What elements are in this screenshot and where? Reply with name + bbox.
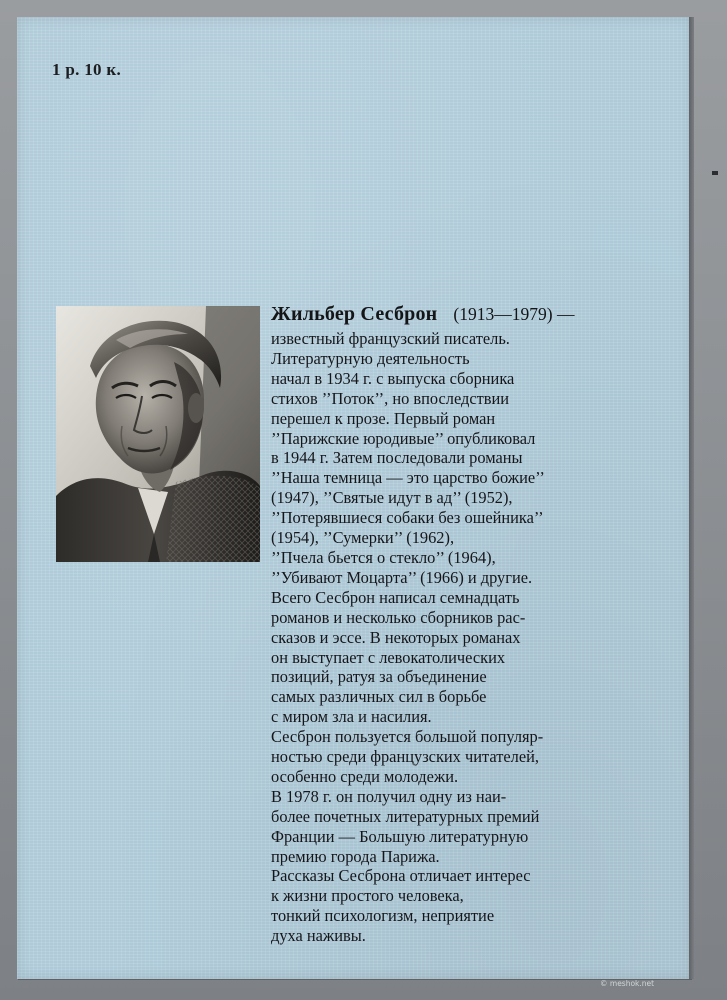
bio-line: самых различных сил в борьбе: [271, 687, 487, 707]
bio-line: более почетных литературных премий: [271, 806, 540, 826]
author-name: Жильбер Сесброн: [271, 303, 438, 325]
bio-line: позиций, ратуя за объединение: [271, 667, 487, 687]
bio-line: с миром зла и насилия.: [271, 707, 432, 727]
bio-line: (1947), ’’Святые идут в ад’’ (1952),: [271, 488, 513, 508]
bio-line: духа наживы.: [271, 926, 366, 946]
bio-line: ’’Наша темница — это царство божие’’: [271, 468, 545, 488]
bio-line: начал в 1934 г. с выпуска сборника: [271, 368, 515, 388]
bio-line: стихов ’’Поток’’, но впоследствии: [271, 388, 510, 408]
bio-line: ’’Убивают Моцарта’’ (1966) и другие.: [271, 567, 533, 587]
bio-line: ’’Потерявшиеся собаки без ошейника’’: [271, 508, 544, 528]
bio-line: Рассказы Сесброна отличает интерес: [271, 866, 531, 886]
bio-line: Литературную деятельность: [271, 348, 470, 368]
bio-line: к жизни простого человека,: [271, 886, 464, 906]
bio-line: В 1978 г. он получил одну из наи-: [271, 786, 507, 806]
bio-line: Всего Сесброн написал семнадцать: [271, 587, 520, 607]
bio-line: романов и несколько сборников рас-: [271, 607, 526, 627]
bio-line: Франции — Большую литературную: [271, 826, 529, 846]
author-dates: (1913—1979) —: [453, 304, 575, 324]
bio-line: премию города Парижа.: [271, 846, 440, 866]
watermark: © meshok.net: [600, 979, 655, 988]
bio-line: тонкий психологизм, неприятие: [271, 906, 495, 926]
bio-line: известный французский писатель.: [271, 329, 510, 348]
bio-line: особенно среди молодежи.: [271, 766, 459, 786]
author-biography: [271, 329, 545, 946]
cover-edge-shadow: [689, 17, 694, 979]
author-heading: [271, 303, 574, 326]
bio-line: ’’Парижские юродивые’’ опубликовал: [271, 428, 536, 448]
price-label: 1 р. 10 к.: [52, 60, 121, 79]
bio-line: в 1944 г. Затем последовали романы: [271, 448, 523, 468]
bio-line: Сесброн пользуется большой популяр-: [271, 727, 544, 747]
spine-mark: [712, 171, 718, 175]
bio-line: он выступает с левокатолических: [271, 647, 506, 667]
bio-line: ’’Пчела бьется о стекло’’ (1964),: [271, 547, 496, 567]
author-portrait: [56, 306, 260, 562]
bio-line: ностью среди французских читателей,: [271, 747, 539, 767]
bio-line: сказов и эссе. В некоторых романах: [271, 627, 521, 647]
bio-line: (1954), ’’Сумерки’’ (1962),: [271, 528, 455, 548]
bio-line: перешел к прозе. Первый роман: [271, 408, 496, 428]
